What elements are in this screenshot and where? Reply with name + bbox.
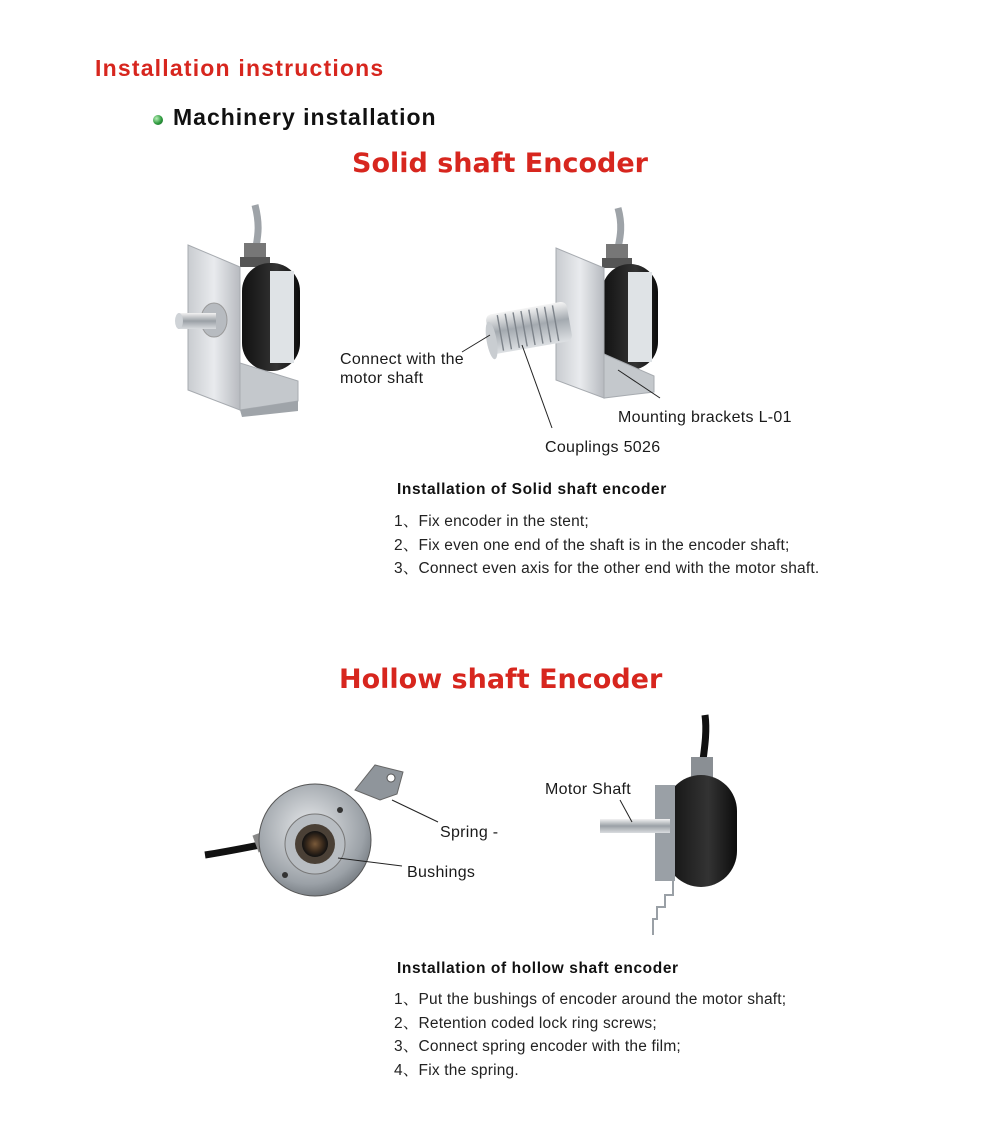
section-subtitle: Machinery installation — [173, 104, 437, 130]
list-item: 2、Fix even one end of the shaft is in the encoder shaft; — [394, 536, 790, 554]
list-item: 3、Connect even axis for the other end with the motor shaft. — [394, 560, 820, 577]
list-item: 1、Fix encoder in the stent; — [394, 513, 589, 530]
label-bushings: Bushings — [407, 864, 476, 881]
list-item: 1、Put the bushings of encoder around the motor shaft; — [394, 991, 787, 1008]
hollow-steps-title: Installation of hollow shaft encoder — [397, 960, 679, 977]
list-item: 2、Retention coded lock ring screws; — [394, 1014, 657, 1032]
label-connect-motor-shaft: Connect with the motor shaft — [340, 351, 464, 387]
label-motor-shaft: Motor Shaft — [545, 781, 632, 798]
solid-shaft-title: Solid shaft Encoder — [352, 148, 648, 179]
page-title: Installation instructions — [95, 55, 385, 81]
list-item: 3、Connect spring encoder with the film; — [394, 1038, 681, 1055]
list-item: 4、Fix the spring. — [394, 1061, 519, 1079]
label-spring: Spring - — [440, 824, 499, 841]
label-couplings: Couplings 5026 — [545, 439, 661, 456]
hollow-shaft-title: Hollow shaft Encoder — [339, 664, 663, 695]
solid-steps-title: Installation of Solid shaft encoder — [397, 481, 667, 498]
hollow-steps-list — [394, 988, 786, 1082]
label-mounting-brackets: Mounting brackets L-01 — [618, 409, 792, 426]
